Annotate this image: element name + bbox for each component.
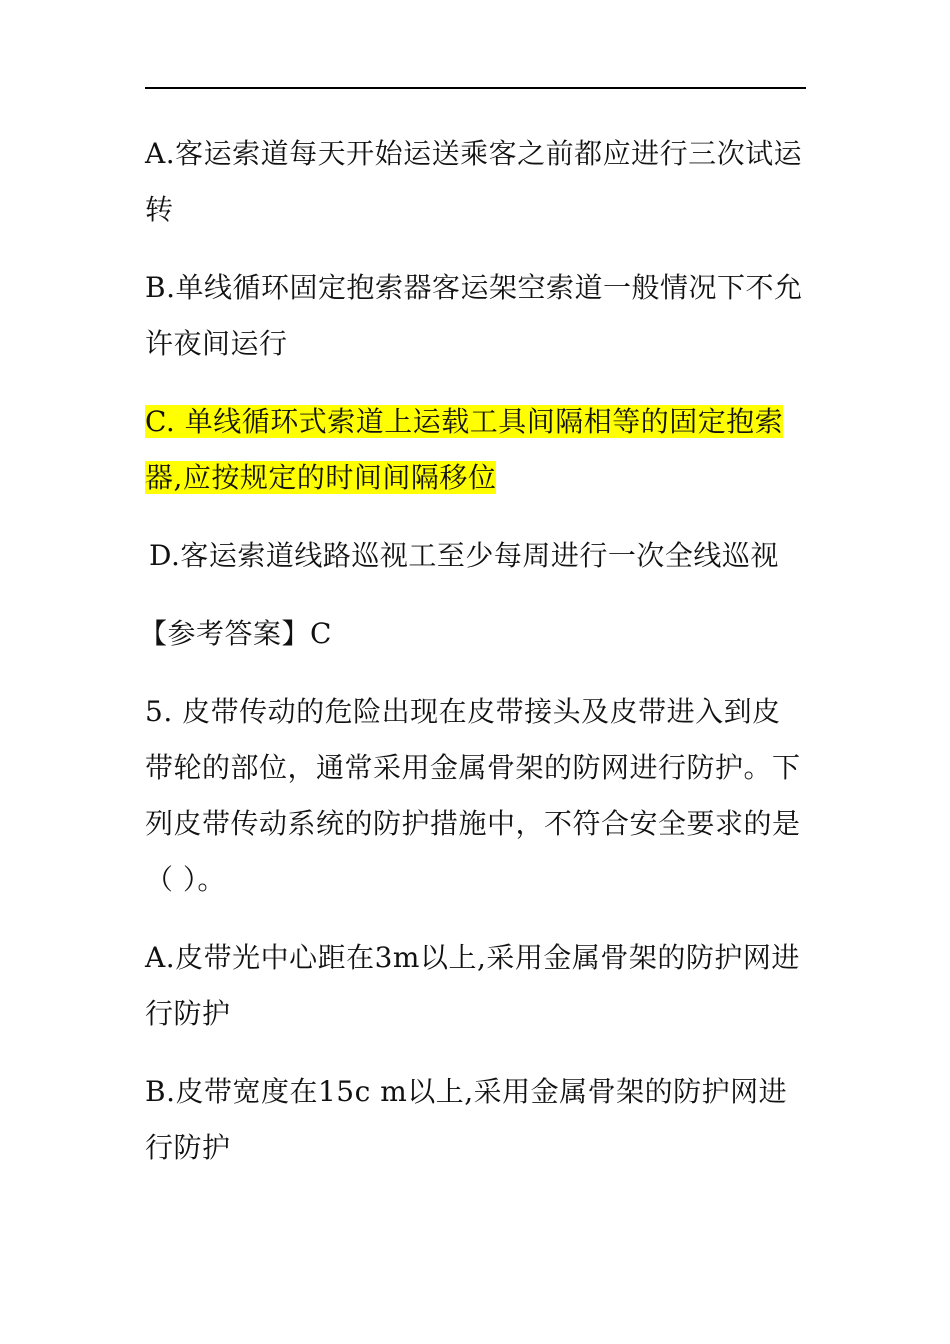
document-body (139, 126, 806, 1198)
q4-answer: 【参考答案】C (139, 617, 332, 650)
q5-stem: 5. 皮带传动的危险出现在皮带接头及皮带进入到皮带轮的部位，通常采用金属骨架的防网进行防护。下列皮带传动系统的防护措施中，不符合安全要求的是（ ）。 (145, 695, 801, 896)
q4-option-d: D.客运索道线路巡视工至少每周进行一次全线巡视 (149, 539, 779, 572)
q4-option-c-text: C. 单线循环式索道上运载工具间隔相等的固定抱索器,应按规定的时间间隔移位 (145, 405, 784, 494)
q5-option-a: A.皮带光中心距在3m以上,采用金属骨架的防护网进行防护 (145, 941, 800, 1030)
header-rule (145, 87, 806, 89)
q4-option-a: A.客运索道每天开始运送乘客之前都应进行三次试运转 (145, 137, 803, 226)
q4-option-c-highlighted (145, 394, 806, 506)
q4-option-b: B.单线循环固定抱索器客运架空索道一般情况下不允许夜间运行 (145, 271, 803, 360)
q5-option-b: B.皮带宽度在15c m以上,采用金属骨架的防护网进行防护 (145, 1075, 788, 1164)
